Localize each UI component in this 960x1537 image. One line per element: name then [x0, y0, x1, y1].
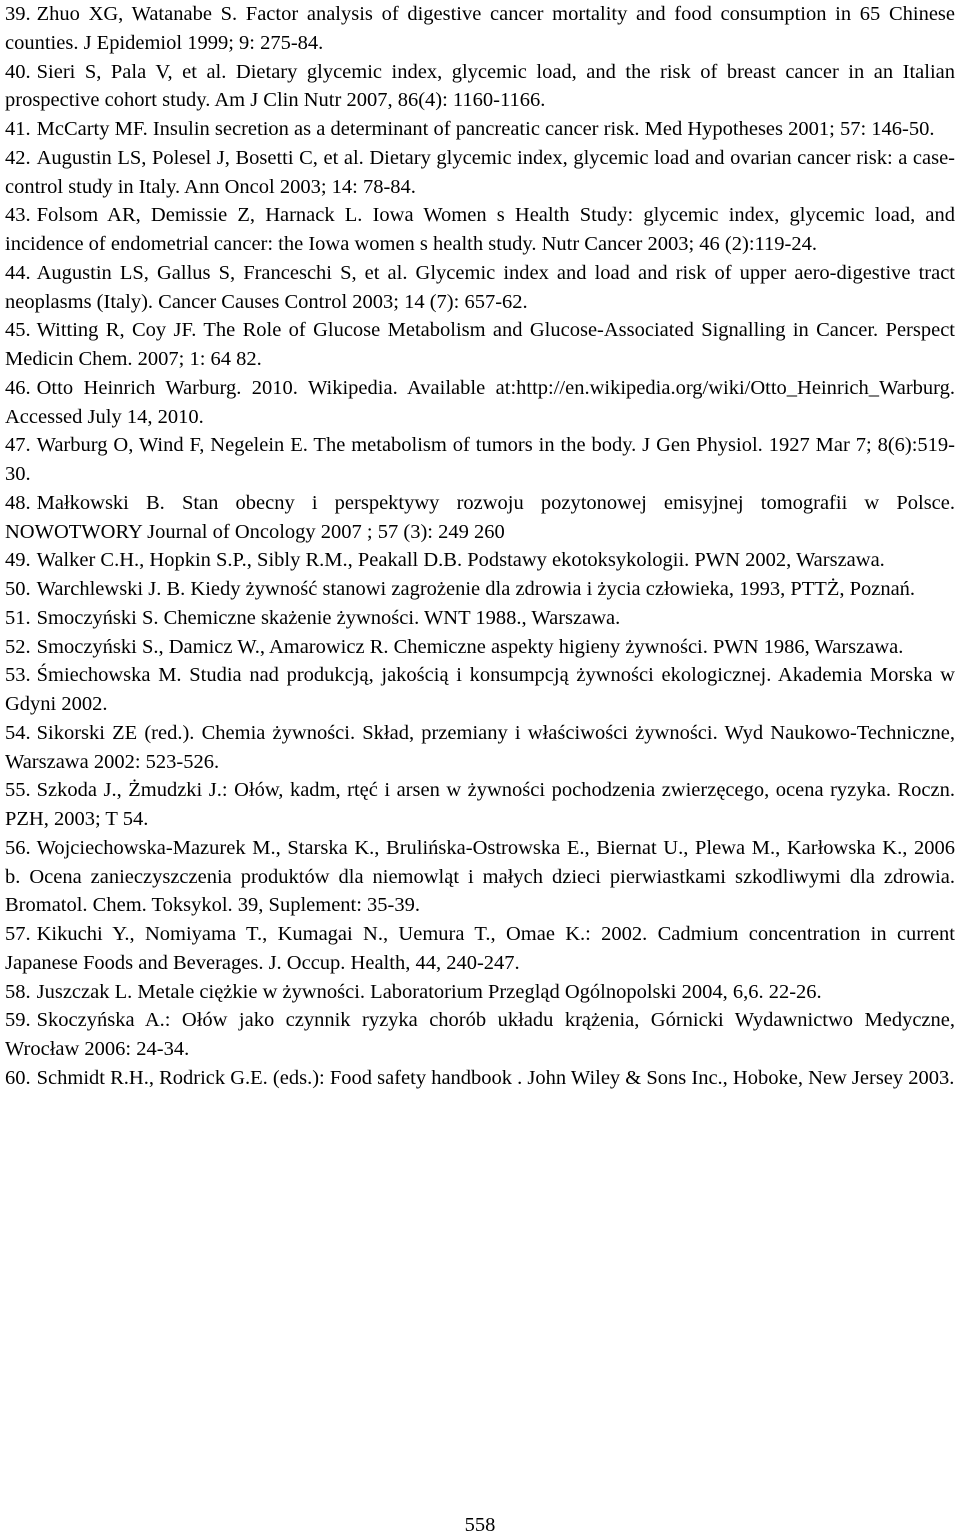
reference-number: 42.	[5, 146, 31, 169]
reference-item	[5, 575, 955, 604]
reference-item	[5, 115, 955, 144]
page-number: 558	[464, 1514, 496, 1536]
reference-number: 48.	[5, 491, 31, 514]
reference-item	[5, 633, 955, 662]
reference-text: Augustin LS, Polesel J, Bosetti C, et al. Dietary glycemic index, glycemic load and ovarian cancer risk: a case-control study in Italy. Ann Oncol 2003; 14: 78-84.	[5, 146, 955, 198]
reference-item	[5, 144, 955, 202]
reference-text: Witting R, Coy JF. The Role of Glucose Metabolism and Glucose-Associated Signalling in Cancer. Perspect Medicin Chem. 2007; 1: 64 82.	[5, 319, 955, 370]
reference-item	[5, 719, 955, 777]
reference-text: McCarty MF. Insulin secretion as a determinant of pancreatic cancer risk. Med Hypotheses 2001; 57: 146-50.	[36, 118, 935, 140]
reference-text: Wojciechowska-Mazurek M., Starska K., Brulińska-Ostrowska E., Biernat U., Plewa M., Karłowska K., 2006 b. Ocena zanieczyszczenia produktów dla niemowląt i małych dzieci pierwiastkami szkodliwymi dla zdrowia. Bromatol. Chem. Toksykol. 39, Suplement: 35-39.	[5, 836, 955, 917]
reference-item	[5, 431, 955, 489]
reference-item	[5, 661, 955, 719]
reference-text: Otto Heinrich Warburg. 2010. Wikipedia. Available at:http://en.wikipedia.org/wiki/Otto_Heinrich_Warburg. Accessed July 14, 2010.	[5, 376, 955, 428]
reference-text: Warburg O, Wind F, Negelein E. The metabolism of tumors in the body. J Gen Physiol. 1927 Mar 7; 8(6):519-30.	[5, 434, 955, 485]
reference-text: Śmiechowska M. Studia nad produkcją, jakością i konsumpcją żywności ekologicznej. Akademia Morska w Gdyni 2002.	[5, 664, 955, 715]
reference-number: 57.	[5, 923, 31, 945]
reference-number: 43.	[5, 204, 31, 227]
reference-text: Szkoda J., Żmudzki J.: Ołów, kadm, rtęć i arsen w żywności pochodzenia zwierzęcego, ocena ryzyka. Roczn. PZH, 2003; T 54.	[5, 779, 955, 830]
reference-text: Juszczak L. Metale ciężkie w żywności. Laboratorium Przegląd Ogólnopolski 2004, 6,6. 22-26.	[36, 980, 822, 1003]
reference-text: Sieri S, Pala V, et al. Dietary glycemic index, glycemic load, and the risk of breast cancer in an Italian prospective cohort study. Am J Clin Nutr 2007, 86(4): 1160-1166.	[5, 60, 955, 112]
reference-text: Zhuo XG, Watanabe S. Factor analysis of digestive cancer mortality and food consumption in 65 Chinese counties. J Epidemiol 1999; 9: 275-84.	[5, 3, 955, 54]
reference-item	[5, 374, 955, 432]
reference-number: 47.	[5, 434, 31, 457]
reference-text: Kikuchi Y., Nomiyama T., Kumagai N., Uemura T., Omae K.: 2002. Cadmium concentration in current Japanese Foods and Beverages. J. Occup. Health, 44, 240-247.	[5, 923, 955, 974]
reference-item	[5, 920, 955, 978]
reference-text: Smoczyński S., Damicz W., Amarowicz R. Chemiczne aspekty higieny żywności. PWN 1986, Warszawa.	[36, 635, 904, 658]
reference-text: Warchlewski J. B. Kiedy żywność stanowi zagrożenie dla zdrowia i życia człowieka, 1993, PTTŻ, Poznań.	[36, 578, 916, 600]
reference-number: 56.	[5, 836, 31, 859]
reference-number: 45.	[5, 319, 31, 342]
reference-number: 55.	[5, 779, 31, 802]
reference-text: Schmidt R.H., Rodrick G.E. (eds.): Food safety handbook . John Wiley & Sons Inc., Hoboke, New Jersey 2003.	[36, 1066, 955, 1089]
reference-number: 40.	[5, 60, 31, 83]
reference-text: Sikorski ZE (red.). Chemia żywności. Skład, przemiany i właściwości żywności. Wyd Naukowo-Techniczne, Warszawa 2002: 523-526.	[5, 721, 955, 773]
reference-item	[5, 1006, 955, 1064]
reference-number: 51.	[5, 606, 31, 629]
reference-number: 49.	[5, 549, 31, 572]
reference-text: Folsom AR, Demissie Z, Harnack L. Iowa Women s Health Study: glycemic index, glycemic load, and incidence of endometrial cancer: the Iowa women s health study. Nutr Cancer 2003; 46 (2):119-24.	[5, 204, 955, 255]
reference-text: Walker C.H., Hopkin S.P., Sibly R.M., Peakall D.B. Podstawy ekotoksykologii. PWN 2002, Warszawa.	[36, 549, 885, 572]
reference-item	[5, 546, 955, 575]
reference-number: 52.	[5, 635, 31, 658]
reference-list	[5, 0, 955, 1093]
reference-text: Małkowski B. Stan obecny i perspektywy rozwoju pozytonowej emisyjnej tomografii w Polsce. NOWOTWORY Journal of Oncology 2007 ; 57 (3): 249 260	[5, 491, 955, 543]
reference-number: 58.	[5, 980, 31, 1003]
reference-number: 54.	[5, 721, 31, 744]
reference-item	[5, 978, 955, 1007]
reference-item	[5, 58, 955, 116]
document-page	[5, 0, 955, 1537]
reference-item	[5, 834, 955, 920]
reference-number: 53.	[5, 664, 31, 687]
reference-number: 60.	[5, 1066, 31, 1089]
reference-item	[5, 0, 955, 58]
reference-number: 59.	[5, 1009, 31, 1032]
reference-item	[5, 776, 955, 834]
reference-number: 41.	[5, 118, 31, 140]
reference-number: 50.	[5, 578, 31, 600]
reference-number: 39.	[5, 3, 31, 25]
reference-item	[5, 1064, 955, 1093]
reference-item	[5, 316, 955, 374]
reference-item	[5, 201, 955, 259]
reference-text: Skoczyńska A.: Ołów jako czynnik ryzyka chorób układu krążenia, Górnicki Wydawnictwo Medyczne, Wrocław 2006: 24-34.	[5, 1009, 955, 1060]
reference-item	[5, 604, 955, 633]
reference-item	[5, 489, 955, 547]
reference-number: 44.	[5, 261, 31, 284]
reference-text: Smoczyński S. Chemiczne skażenie żywności. WNT 1988., Warszawa.	[36, 606, 621, 629]
reference-item	[5, 259, 955, 317]
reference-number: 46.	[5, 376, 31, 399]
reference-text: Augustin LS, Gallus S, Franceschi S, et al. Glycemic index and load and risk of upper aero-digestive tract neoplasms (Italy). Cancer Causes Control 2003; 14 (7): 657-62.	[5, 261, 955, 313]
